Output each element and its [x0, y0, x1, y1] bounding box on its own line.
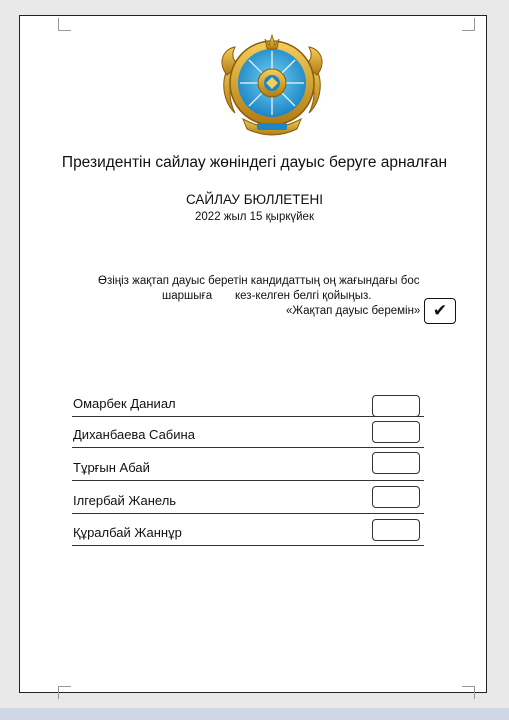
instruction-line-2-end: кез-келген белгі қойыңыз. [235, 290, 372, 302]
candidate-name: Диханбаева Сабина [73, 427, 195, 442]
state-emblem-icon [213, 31, 331, 143]
check-mark-icon: ✔ [432, 301, 448, 321]
vote-box-candidate-1[interactable] [372, 395, 420, 417]
vote-box-candidate-4[interactable] [372, 486, 420, 508]
instruction-line-1: Өзіңіз жақтап дауыс беретін кандидаттың оң жағындағы бос [98, 275, 420, 287]
crop-mark-bottom-right [462, 686, 475, 699]
candidate-name: Омарбек Даниал [73, 396, 176, 411]
vote-box-candidate-3[interactable] [372, 452, 420, 474]
vote-box-candidate-5[interactable] [372, 519, 420, 541]
candidate-name: Ілгербай Жанель [73, 493, 177, 508]
crop-mark-bottom-left [58, 686, 71, 699]
candidate-name: Тұрғын Абай [73, 460, 150, 475]
example-check-box [424, 298, 456, 324]
vote-box-candidate-2[interactable] [372, 421, 420, 443]
candidate-name: Құралбай Жаннұр [73, 525, 182, 540]
window-bottom-strip [0, 708, 509, 720]
crop-mark-top-right [462, 18, 475, 31]
election-date: 2022 жыл 15 қыркүйек [195, 211, 314, 223]
ballot-heading: Президентін сайлау жөніндегі дауыс беруге арналған [61, 154, 448, 171]
ballot-title: САЙЛАУ БЮЛЛЕТЕНІ [185, 192, 324, 207]
crop-mark-top-left [58, 18, 71, 31]
instruction-line-3: «Жақтап дауыс беремін» [286, 305, 421, 317]
instruction-line-2-start: шаршыға [162, 290, 213, 302]
